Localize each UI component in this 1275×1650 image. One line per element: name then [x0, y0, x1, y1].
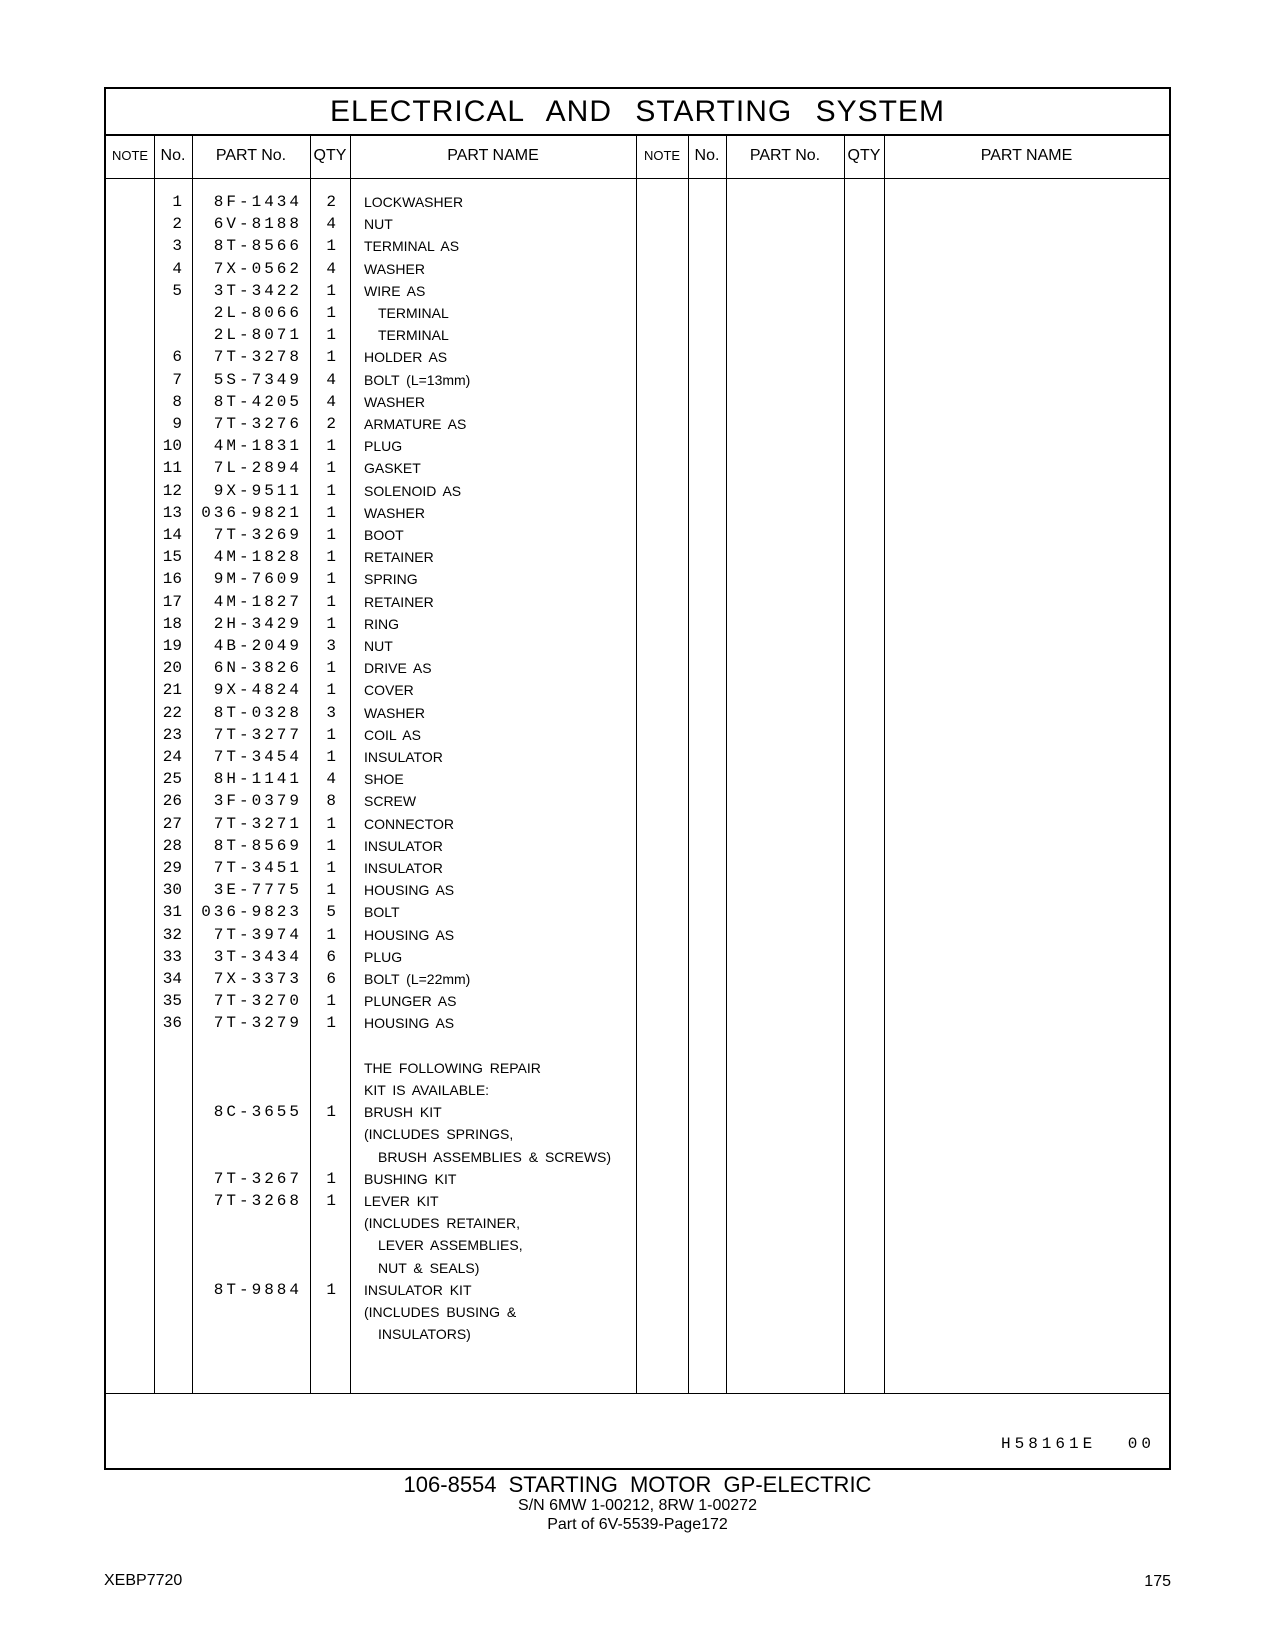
table-row — [106, 302, 626, 324]
table-row — [106, 591, 626, 613]
table-header — [106, 134, 1169, 179]
quantity: 1 — [326, 570, 336, 589]
part-name: TERMINAL — [378, 327, 449, 344]
quantity — [306, 1234, 336, 1256]
part-name: (INCLUDES RETAINER, — [364, 1215, 520, 1232]
table-row — [106, 1279, 626, 1301]
quantity — [306, 1257, 336, 1279]
part-name: WIRE AS — [364, 282, 426, 299]
quantity: 2 — [326, 193, 336, 211]
table-row — [106, 835, 626, 857]
part-number: 7T-3268 — [213, 1192, 302, 1210]
quantity: 2 — [326, 415, 336, 433]
header-qty-right: QTY — [847, 147, 881, 164]
header-part-name: PART NAME — [447, 147, 539, 164]
part-number: 4M-1828 — [213, 548, 302, 567]
part-name: SHOE — [364, 771, 404, 788]
item-number: 7 — [172, 370, 182, 389]
part-number: 7T-3271 — [213, 814, 302, 833]
quantity — [306, 1079, 336, 1101]
part-number — [192, 1035, 302, 1057]
table-row — [106, 1301, 626, 1323]
item-number: 16 — [162, 570, 182, 589]
item-number — [154, 324, 182, 346]
table-row — [106, 679, 626, 701]
item-number: 9 — [172, 415, 182, 433]
table-row — [106, 480, 626, 502]
part-name: HOUSING AS — [364, 882, 455, 899]
part-name: LEVER ASSEMBLIES, — [378, 1237, 523, 1254]
part-number: 3T-3434 — [213, 947, 302, 966]
part-number: 2L-8066 — [213, 304, 302, 322]
part-name: INSULATOR — [364, 860, 443, 876]
part-number: 8T-8569 — [213, 836, 302, 855]
part-name: SCREW — [364, 793, 417, 810]
item-number: 35 — [162, 992, 182, 1011]
part-number: 7T-3279 — [213, 1014, 302, 1033]
part-number: 4M-1831 — [213, 437, 302, 456]
part-number: 9X-9511 — [213, 481, 302, 500]
part-number: 7T-3454 — [213, 748, 302, 766]
item-number — [154, 302, 182, 324]
part-name: ARMATURE AS — [364, 416, 467, 432]
quantity: 1 — [326, 881, 336, 900]
table-row — [106, 1123, 626, 1145]
item-number — [154, 1079, 182, 1101]
item-number: 24 — [162, 748, 182, 766]
table-row — [106, 1101, 626, 1123]
column-divider — [844, 134, 845, 1393]
part-name: COVER — [364, 682, 414, 699]
column-divider — [884, 134, 885, 1393]
item-number: 20 — [162, 659, 182, 678]
header-note: NOTE — [111, 148, 149, 163]
quantity: 1 — [326, 548, 336, 567]
table-row — [106, 901, 626, 923]
item-number: 15 — [162, 548, 182, 567]
item-number: 30 — [162, 881, 182, 900]
part-number: 3T-3422 — [213, 281, 302, 300]
part-number: 7X-0562 — [213, 259, 302, 278]
item-number: 12 — [162, 481, 182, 500]
header-note-right: NOTE — [643, 148, 681, 163]
column-divider — [636, 134, 637, 1393]
table-row — [106, 235, 626, 257]
table-row — [106, 1190, 626, 1212]
item-number: 25 — [162, 770, 182, 789]
item-number: 33 — [162, 947, 182, 966]
part-number: 9M-7609 — [213, 570, 302, 589]
item-number: 11 — [162, 459, 182, 478]
part-number: 8F-1434 — [213, 193, 302, 211]
table-row — [106, 946, 626, 968]
table-row — [106, 1012, 626, 1034]
part-name: PLUNGER AS — [364, 993, 457, 1010]
part-number — [192, 1079, 302, 1101]
item-number: 19 — [162, 637, 182, 655]
table-row — [106, 280, 626, 302]
part-name: HOLDER AS — [364, 349, 448, 366]
item-number: 31 — [162, 903, 182, 922]
part-name: BUSHING KIT — [364, 1170, 457, 1187]
header-qty: QTY — [313, 147, 347, 164]
quantity — [306, 1035, 336, 1057]
item-number: 4 — [172, 259, 182, 278]
item-number: 5 — [172, 281, 182, 300]
quantity: 4 — [326, 770, 336, 789]
figure-title: 106-8554 STARTING MOTOR GP-ELECTRIC — [403, 1472, 872, 1497]
table-row — [106, 324, 626, 346]
table-row — [106, 1257, 626, 1279]
item-number: 8 — [172, 392, 182, 411]
table-row — [106, 702, 626, 724]
part-name: WASHER — [364, 704, 425, 721]
part-number — [192, 1323, 302, 1345]
parts-table-frame — [104, 87, 1171, 1470]
quantity: 1 — [326, 1280, 336, 1299]
part-name: WASHER — [364, 393, 425, 410]
document-id: XEBP7720 — [104, 1572, 183, 1589]
header-part-no: PART No. — [215, 147, 287, 164]
part-name: PLUG — [364, 438, 403, 455]
quantity: 1 — [326, 925, 336, 944]
part-number: 3E-7775 — [213, 881, 302, 900]
part-number: 8H-1141 — [213, 770, 302, 789]
quantity: 1 — [326, 1169, 336, 1188]
part-number: 8C-3655 — [213, 1103, 302, 1122]
part-name: BOLT (L=13mm) — [364, 371, 471, 388]
header-part-no-right: PART No. — [749, 147, 821, 164]
part-name: HOUSING AS — [364, 926, 455, 943]
part-name: BOLT (L=22mm) — [364, 971, 471, 987]
quantity: 1 — [326, 1192, 336, 1210]
item-number: 34 — [162, 970, 182, 988]
quantity: 1 — [326, 836, 336, 855]
part-number — [192, 1212, 302, 1234]
table-row — [106, 924, 626, 946]
table-row — [106, 724, 626, 746]
quantity: 1 — [326, 481, 336, 500]
part-name: HOUSING AS — [364, 1015, 455, 1032]
table-row — [106, 1168, 626, 1190]
item-number: 29 — [162, 859, 182, 877]
quantity: 6 — [326, 970, 336, 988]
part-number: 8T-0328 — [213, 703, 302, 722]
part-name: TERMINAL AS — [364, 238, 460, 255]
quantity: 1 — [326, 592, 336, 611]
quantity: 5 — [326, 903, 336, 922]
table-row — [106, 657, 626, 679]
part-name: INSULATORS) — [378, 1326, 471, 1343]
table-bottom-rule — [106, 1393, 1169, 1394]
quantity: 1 — [326, 1014, 336, 1033]
header-no-right: No. — [694, 147, 720, 164]
drawing-code: H58161E 00 — [1000, 1435, 1155, 1453]
item-number: 3 — [172, 237, 182, 256]
item-number: 22 — [162, 703, 182, 722]
item-number: 10 — [162, 437, 182, 456]
header-no: No. — [160, 147, 186, 164]
page-number: 175 — [1144, 1573, 1171, 1590]
part-number: 6N-3826 — [213, 659, 302, 678]
section-title: ELECTRICAL AND STARTING SYSTEM — [106, 89, 1169, 136]
table-row — [106, 1234, 626, 1256]
part-number: 036-9821 — [201, 503, 302, 522]
table-row — [106, 768, 626, 790]
part-number: 4B-2049 — [213, 637, 302, 655]
table-row — [106, 391, 626, 413]
part-number — [192, 1146, 302, 1168]
quantity: 1 — [326, 992, 336, 1011]
item-number: 2 — [172, 215, 182, 234]
item-number — [154, 1301, 182, 1323]
table-row — [106, 457, 626, 479]
part-number: 2L-8071 — [213, 326, 302, 345]
part-name: BRUSH KIT — [364, 1104, 442, 1121]
item-number — [154, 1123, 182, 1145]
item-number — [154, 1035, 182, 1057]
quantity: 1 — [326, 859, 336, 877]
table-row — [106, 213, 626, 235]
part-number: 7T-3277 — [213, 725, 302, 744]
part-number: 8T-8566 — [213, 237, 302, 256]
quantity: 4 — [326, 392, 336, 411]
item-number — [154, 1057, 182, 1079]
item-number — [154, 1279, 182, 1301]
table-row — [106, 502, 626, 524]
item-number: 28 — [162, 836, 182, 855]
item-number: 13 — [162, 503, 182, 522]
quantity: 1 — [326, 526, 336, 544]
table-row — [106, 191, 626, 213]
quantity: 1 — [326, 503, 336, 522]
part-number: 7T-3278 — [213, 348, 302, 367]
part-number: 6V-8188 — [213, 215, 302, 234]
item-number: 14 — [162, 526, 182, 544]
part-name: LOCKWASHER — [364, 194, 464, 210]
item-number: 36 — [162, 1014, 182, 1033]
quantity: 3 — [326, 703, 336, 722]
table-row — [106, 1323, 626, 1345]
item-number: 23 — [162, 725, 182, 744]
part-number: 7T-3270 — [213, 992, 302, 1011]
quantity: 1 — [326, 437, 336, 456]
table-row — [106, 879, 626, 901]
quantity: 3 — [326, 637, 336, 655]
table-row — [106, 1057, 626, 1079]
item-number — [154, 1257, 182, 1279]
item-number: 18 — [162, 614, 182, 633]
item-number: 21 — [162, 681, 182, 700]
quantity: 1 — [326, 326, 336, 345]
quantity: 1 — [326, 1103, 336, 1122]
table-row — [106, 990, 626, 1012]
part-name: RETAINER — [364, 593, 434, 610]
item-number — [154, 1323, 182, 1345]
table-row — [106, 1212, 626, 1234]
part-number: 7T-3267 — [213, 1169, 302, 1188]
part-number — [192, 1301, 302, 1323]
part-name: SPRING — [364, 571, 418, 588]
table-row — [106, 568, 626, 590]
part-name: TERMINAL — [378, 305, 449, 321]
table-row — [106, 1146, 626, 1168]
header-part-name-right: PART NAME — [980, 147, 1073, 164]
part-name: (INCLUDES SPRINGS, — [364, 1126, 514, 1143]
item-number: 6 — [172, 348, 182, 367]
item-number: 1 — [172, 193, 182, 211]
part-name: WASHER — [364, 504, 425, 521]
table-row — [106, 746, 626, 768]
item-number — [154, 1101, 182, 1123]
table-row — [106, 790, 626, 812]
item-number: 17 — [162, 592, 182, 611]
part-number: 9X-4824 — [213, 681, 302, 700]
part-number: 7T-3974 — [213, 925, 302, 944]
part-name: LEVER KIT — [364, 1193, 439, 1209]
quantity — [306, 1301, 336, 1323]
part-name: COIL AS — [364, 726, 421, 743]
part-number: 2H-3429 — [213, 614, 302, 633]
part-name: INSULATOR KIT — [364, 1281, 472, 1298]
part-name: DRIVE AS — [364, 660, 432, 677]
table-row — [106, 435, 626, 457]
quantity: 1 — [326, 725, 336, 744]
part-name: GASKET — [364, 460, 421, 477]
table-row — [106, 346, 626, 368]
quantity: 1 — [326, 348, 336, 367]
item-number — [154, 1190, 182, 1212]
part-number: 3F-0379 — [213, 792, 302, 811]
part-number: 036-9823 — [201, 903, 302, 922]
table-row — [106, 968, 626, 990]
part-name: INSULATOR — [364, 749, 443, 765]
part-of-reference: Part of 6V-5539-Page172 — [547, 1516, 728, 1533]
part-number — [192, 1057, 302, 1079]
part-name: BOLT — [364, 904, 400, 921]
part-number: 5S-7349 — [213, 370, 302, 389]
item-number — [154, 1212, 182, 1234]
column-divider — [688, 134, 689, 1393]
item-number — [154, 1168, 182, 1190]
quantity — [306, 1146, 336, 1168]
part-name: BOOT — [364, 527, 404, 543]
quantity: 1 — [326, 237, 336, 256]
table-row — [106, 613, 626, 635]
part-number: 7T-3276 — [213, 415, 302, 433]
part-number — [192, 1257, 302, 1279]
part-number: 7X-3373 — [213, 970, 302, 988]
table-row — [106, 524, 626, 546]
part-name: (INCLUDES BUSING & — [364, 1304, 517, 1320]
part-name: NUT — [364, 216, 393, 233]
table-row — [106, 258, 626, 280]
quantity: 6 — [326, 947, 336, 966]
part-name: INSULATOR — [364, 837, 443, 854]
quantity: 4 — [326, 370, 336, 389]
part-name: NUT — [364, 638, 393, 654]
quantity: 1 — [326, 281, 336, 300]
quantity: 4 — [326, 259, 336, 278]
item-number: 32 — [162, 925, 182, 944]
item-number: 26 — [162, 792, 182, 811]
part-name: NUT & SEALS) — [378, 1259, 480, 1276]
quantity: 1 — [326, 748, 336, 766]
quantity — [306, 1123, 336, 1145]
part-name: KIT IS AVAILABLE: — [364, 1082, 490, 1098]
table-row — [106, 813, 626, 835]
quantity — [306, 1323, 336, 1345]
part-name: BRUSH ASSEMBLIES & SCREWS) — [378, 1148, 612, 1165]
table-row — [106, 635, 626, 657]
part-number: 7L-2894 — [213, 459, 302, 478]
quantity: 1 — [326, 614, 336, 633]
column-divider — [726, 134, 727, 1393]
part-name: SOLENOID AS — [364, 482, 462, 499]
part-name: WASHER — [364, 260, 425, 277]
quantity: 4 — [326, 215, 336, 234]
serial-numbers: S/N 6MW 1-00212, 8RW 1-00272 — [518, 1497, 757, 1514]
item-number — [154, 1146, 182, 1168]
table-row — [106, 1035, 626, 1057]
table-row — [106, 413, 626, 435]
quantity: 1 — [326, 681, 336, 700]
quantity — [306, 1212, 336, 1234]
quantity: 1 — [326, 459, 336, 478]
part-name: RING — [364, 615, 399, 632]
quantity: 1 — [326, 304, 336, 322]
table-row — [106, 857, 626, 879]
item-number — [154, 1234, 182, 1256]
part-name: CONNECTOR — [364, 815, 454, 832]
quantity: 1 — [326, 814, 336, 833]
part-number: 7T-3451 — [213, 859, 302, 877]
quantity — [306, 1057, 336, 1079]
table-row — [106, 546, 626, 568]
part-number: 8T-4205 — [213, 392, 302, 411]
table-row — [106, 1079, 626, 1101]
quantity: 1 — [326, 659, 336, 678]
part-number — [192, 1234, 302, 1256]
table-row — [106, 369, 626, 391]
part-name: PLUG — [364, 948, 403, 965]
part-number: 7T-3269 — [213, 526, 302, 544]
part-name: RETAINER — [364, 549, 434, 566]
part-number: 8T-9884 — [213, 1280, 302, 1299]
part-number — [192, 1123, 302, 1145]
item-number: 27 — [162, 814, 182, 833]
part-number: 4M-1827 — [213, 592, 302, 611]
quantity: 8 — [326, 792, 336, 811]
part-name: THE FOLLOWING REPAIR — [364, 1059, 541, 1076]
